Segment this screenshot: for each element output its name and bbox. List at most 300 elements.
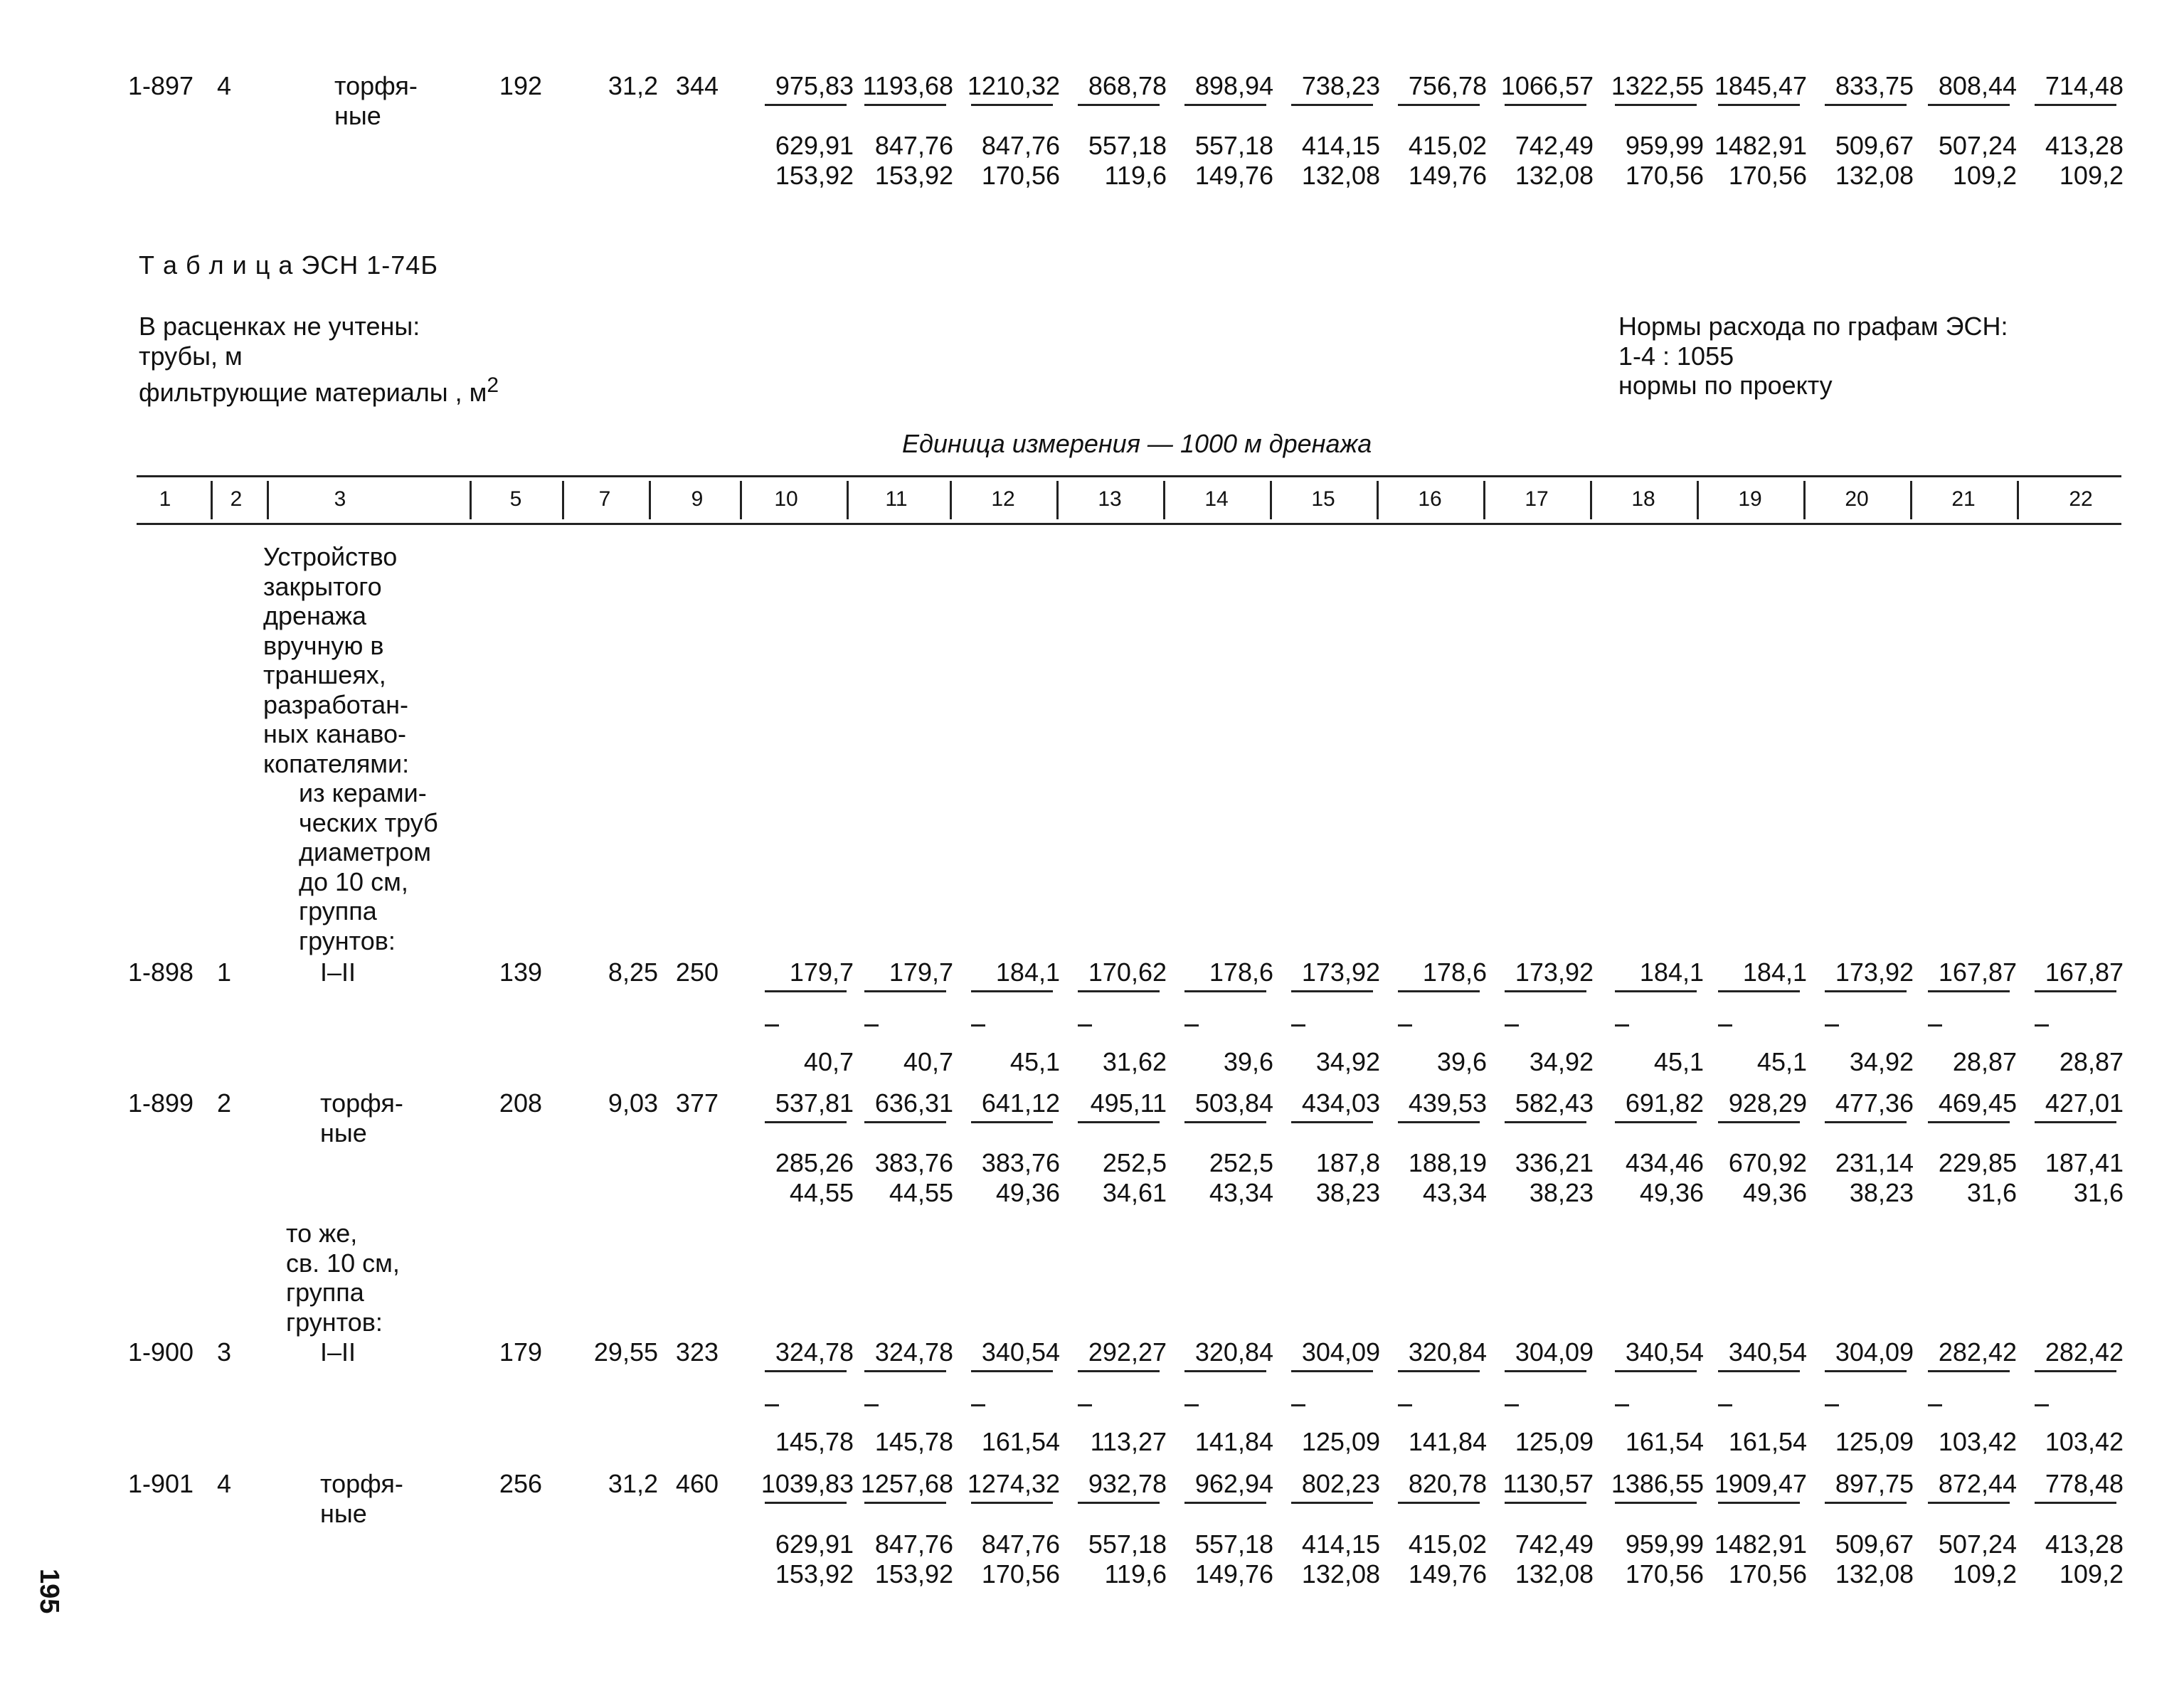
fraction-bar bbox=[1184, 1121, 1266, 1123]
cell-value-top: 1909,47 bbox=[1714, 1469, 1807, 1498]
cell-value-top: 802,23 bbox=[1301, 1469, 1380, 1498]
cell-value-mid: 959,99 bbox=[1625, 131, 1704, 160]
fraction-bar bbox=[1928, 1370, 2010, 1372]
row-number: 2 bbox=[217, 1088, 232, 1118]
cell-value-dash bbox=[1505, 1024, 1519, 1027]
cell-value-dash bbox=[2035, 1404, 2049, 1406]
cell-value-top: 282,42 bbox=[1938, 1337, 2017, 1367]
cell-value-bot: 161,54 bbox=[1625, 1427, 1704, 1456]
cell-value-dash bbox=[864, 1024, 879, 1027]
cell-value-top: 184,1 bbox=[995, 958, 1060, 987]
work-description: Устройство закрытого дренажа вручную в траншеях, разработан- ных канаво- копателями: bbox=[263, 542, 410, 778]
cell-value-top: 641,12 bbox=[981, 1088, 1060, 1118]
cell-value-top: 320,84 bbox=[1408, 1337, 1487, 1367]
cell-value-mid: 847,76 bbox=[874, 1529, 953, 1559]
fraction-bar bbox=[971, 990, 1053, 992]
subgroup-over-10: то же, св. 10 см, группа грунтов: bbox=[286, 1219, 400, 1337]
cell-value-bot: 113,27 bbox=[1090, 1427, 1167, 1456]
cell-value-bot: 44,55 bbox=[889, 1178, 953, 1207]
fraction-bar bbox=[1505, 1121, 1586, 1123]
fraction-bar bbox=[1505, 990, 1586, 992]
cell-value-mid: 742,49 bbox=[1515, 131, 1594, 160]
subgroup-ceramic-to-10: из керами- ческих труб диаметром до 10 см, группа грунтов: bbox=[299, 778, 438, 955]
cell-value-dash bbox=[2035, 1024, 2049, 1027]
column-header: 14 bbox=[1204, 487, 1229, 511]
cell-col5: 179 bbox=[499, 1337, 542, 1367]
cell-value-top: 282,42 bbox=[2045, 1337, 2124, 1367]
column-header: 13 bbox=[1098, 487, 1122, 511]
cell-value-top: 820,78 bbox=[1408, 1469, 1487, 1498]
cell-value-bot: 132,08 bbox=[1835, 1559, 1914, 1589]
cell-value-mid: 507,24 bbox=[1938, 131, 2017, 160]
cell-value-mid: 413,28 bbox=[2045, 1529, 2124, 1559]
cell-value-bot: 45,1 bbox=[1009, 1047, 1060, 1076]
cell-value-top: 636,31 bbox=[874, 1088, 953, 1118]
row-code: 1-901 bbox=[128, 1469, 194, 1498]
cell-value-bot: 170,56 bbox=[1625, 161, 1704, 190]
cell-value-bot: 153,92 bbox=[775, 161, 854, 190]
cell-value-top: 477,36 bbox=[1835, 1088, 1914, 1118]
cell-value-top: 292,27 bbox=[1088, 1337, 1167, 1367]
cell-value-bot: 141,84 bbox=[1194, 1427, 1273, 1456]
cell-value-dash bbox=[1291, 1404, 1305, 1406]
cell-value-mid: 434,46 bbox=[1625, 1148, 1704, 1177]
cell-value-top: 167,87 bbox=[2045, 958, 2124, 987]
fraction-bar bbox=[2035, 1370, 2116, 1372]
column-divider bbox=[1590, 481, 1592, 519]
cell-value-bot: 145,78 bbox=[874, 1427, 953, 1456]
cell-value-bot: 49,36 bbox=[1639, 1178, 1704, 1207]
cell-value-top: 178,6 bbox=[1209, 958, 1273, 987]
cell-col5: 256 bbox=[499, 1469, 542, 1498]
fraction-bar bbox=[1928, 1502, 2010, 1504]
fraction-bar bbox=[864, 1121, 946, 1123]
cell-value-bot: 45,1 bbox=[1653, 1047, 1704, 1076]
cell-value-bot: 149,76 bbox=[1194, 1559, 1273, 1589]
fraction-bar bbox=[2035, 104, 2116, 106]
cell-value-bot: 119,6 bbox=[1104, 1559, 1167, 1589]
cell-value-bot: 38,23 bbox=[1849, 1178, 1914, 1207]
cell-value-top: 324,78 bbox=[874, 1337, 953, 1367]
cell-value-mid: 557,18 bbox=[1088, 1529, 1167, 1559]
cell-value-top: 495,11 bbox=[1090, 1088, 1167, 1118]
cell-value-top: 975,83 bbox=[775, 71, 854, 100]
fraction-bar bbox=[1505, 1502, 1586, 1504]
fraction-bar bbox=[1825, 1370, 1907, 1372]
cell-value-dash bbox=[1291, 1024, 1305, 1027]
cell-value-bot: 40,7 bbox=[903, 1047, 953, 1076]
unit-caption: Единица измерения — 1000 м дренажа bbox=[902, 429, 1372, 458]
fraction-bar bbox=[864, 1370, 946, 1372]
cell-col5: 208 bbox=[499, 1088, 542, 1118]
cell-value-mid: 847,76 bbox=[981, 131, 1060, 160]
cell-value-bot: 153,92 bbox=[775, 1559, 854, 1589]
cell-value-top: 1039,83 bbox=[760, 1469, 854, 1498]
cell-value-top: 691,82 bbox=[1625, 1088, 1704, 1118]
cell-value-dash bbox=[1615, 1404, 1629, 1406]
cell-value-dash bbox=[1718, 1404, 1732, 1406]
cell-value-dash bbox=[1184, 1024, 1199, 1027]
row-code: 1-899 bbox=[128, 1088, 194, 1118]
column-header: 21 bbox=[1951, 487, 1976, 511]
row-code: 1-897 bbox=[128, 71, 194, 100]
cell-value-top: 1257,68 bbox=[860, 1469, 953, 1498]
cell-value-mid: 187,8 bbox=[1315, 1148, 1380, 1177]
cell-value-top: 898,94 bbox=[1194, 71, 1273, 100]
norms-line2: 1-4 : 1055 bbox=[1618, 341, 1734, 371]
cell-value-mid: 629,91 bbox=[775, 1529, 854, 1559]
cell-value-bot: 43,34 bbox=[1209, 1178, 1273, 1207]
cell-value-dash bbox=[864, 1404, 879, 1406]
cell-value-top: 304,09 bbox=[1301, 1337, 1380, 1367]
fraction-bar bbox=[1398, 104, 1480, 106]
fraction-bar bbox=[1291, 104, 1373, 106]
fraction-bar bbox=[1718, 990, 1800, 992]
cell-value-dash bbox=[1825, 1024, 1839, 1027]
cell-value-top: 340,54 bbox=[1625, 1337, 1704, 1367]
row-label: торфя- ные bbox=[320, 1088, 403, 1147]
cell-value-top: 582,43 bbox=[1515, 1088, 1594, 1118]
cell-value-bot: 153,92 bbox=[874, 1559, 953, 1589]
cell-value-top: 872,44 bbox=[1938, 1469, 2017, 1498]
cell-value-top: 1066,57 bbox=[1500, 71, 1594, 100]
cell-value-bot: 39,6 bbox=[1436, 1047, 1487, 1076]
cell-value-bot: 39,6 bbox=[1223, 1047, 1273, 1076]
fraction-bar bbox=[1398, 990, 1480, 992]
column-divider bbox=[470, 481, 472, 519]
fraction-bar bbox=[1718, 1121, 1800, 1123]
cell-value-bot: 170,56 bbox=[981, 161, 1060, 190]
cell-value-bot: 45,1 bbox=[1756, 1047, 1807, 1076]
cell-value-mid: 557,18 bbox=[1088, 131, 1167, 160]
cell-value-top: 928,29 bbox=[1728, 1088, 1807, 1118]
cell-value-bot: 44,55 bbox=[789, 1178, 854, 1207]
column-divider bbox=[847, 481, 849, 519]
cell-value-mid: 383,76 bbox=[981, 1148, 1060, 1177]
cell-value-dash bbox=[1928, 1404, 1942, 1406]
cell-value-bot: 49,36 bbox=[1742, 1178, 1807, 1207]
column-divider bbox=[1270, 481, 1272, 519]
cell-value-bot: 161,54 bbox=[1728, 1427, 1807, 1456]
fraction-bar bbox=[1078, 990, 1160, 992]
cell-value-top: 170,62 bbox=[1088, 958, 1167, 987]
column-divider bbox=[1697, 481, 1699, 519]
cell-value-top: 756,78 bbox=[1408, 71, 1487, 100]
fraction-bar bbox=[2035, 1121, 2116, 1123]
column-divider bbox=[1910, 481, 1912, 519]
column-header: 11 bbox=[885, 487, 908, 511]
cell-value-bot: 109,2 bbox=[1952, 161, 2017, 190]
cell-value-top: 1845,47 bbox=[1714, 71, 1807, 100]
cell-value-mid: 414,15 bbox=[1301, 131, 1380, 160]
cell-value-bot: 31,6 bbox=[2073, 1178, 2124, 1207]
cell-value-top: 179,7 bbox=[789, 958, 854, 987]
cell-value-top: 537,81 bbox=[775, 1088, 854, 1118]
column-divider bbox=[740, 481, 742, 519]
cell-value-mid: 336,21 bbox=[1515, 1148, 1594, 1177]
cell-value-top: 173,92 bbox=[1301, 958, 1380, 987]
cell-value-bot: 125,09 bbox=[1301, 1427, 1380, 1456]
fraction-bar bbox=[1184, 1370, 1266, 1372]
cell-value-bot: 132,08 bbox=[1835, 161, 1914, 190]
row-code: 1-900 bbox=[128, 1337, 194, 1367]
fraction-bar bbox=[1078, 1502, 1160, 1504]
cell-value-top: 184,1 bbox=[1742, 958, 1807, 987]
column-divider bbox=[2017, 481, 2019, 519]
cell-col7: 9,03 bbox=[608, 1088, 658, 1118]
cell-value-top: 1274,32 bbox=[967, 1469, 1060, 1498]
cell-value-bot: 28,87 bbox=[2059, 1047, 2124, 1076]
cell-col5: 192 bbox=[499, 71, 542, 100]
cell-value-bot: 109,2 bbox=[2059, 1559, 2124, 1589]
cell-value-top: 503,84 bbox=[1194, 1088, 1273, 1118]
column-header: 18 bbox=[1631, 487, 1655, 511]
fraction-bar bbox=[765, 1121, 847, 1123]
fraction-bar bbox=[765, 990, 847, 992]
cell-value-bot: 132,08 bbox=[1301, 1559, 1380, 1589]
cell-value-mid: 413,28 bbox=[2045, 131, 2124, 160]
cell-value-bot: 132,08 bbox=[1515, 161, 1594, 190]
cell-value-mid: 629,91 bbox=[775, 131, 854, 160]
fraction-bar bbox=[864, 104, 946, 106]
cell-value-bot: 119,6 bbox=[1104, 161, 1167, 190]
cell-value-bot: 38,23 bbox=[1529, 1178, 1594, 1207]
cell-value-top: 167,87 bbox=[1938, 958, 2017, 987]
cell-value-top: 897,75 bbox=[1835, 1469, 1914, 1498]
not-included-line3-text: фильтрующие материалы , м bbox=[139, 378, 487, 407]
fraction-bar bbox=[1825, 1502, 1907, 1504]
cell-value-dash bbox=[971, 1404, 985, 1406]
cell-value-bot: 34,92 bbox=[1529, 1047, 1594, 1076]
cell-value-bot: 170,56 bbox=[1728, 161, 1807, 190]
cell-value-top: 340,54 bbox=[1728, 1337, 1807, 1367]
fraction-bar bbox=[1505, 1370, 1586, 1372]
cell-value-bot: 132,08 bbox=[1515, 1559, 1594, 1589]
cell-value-bot: 34,61 bbox=[1102, 1178, 1167, 1207]
cell-value-top: 808,44 bbox=[1938, 71, 2017, 100]
fraction-bar bbox=[971, 104, 1053, 106]
column-header: 17 bbox=[1525, 487, 1549, 511]
cell-value-mid: 383,76 bbox=[874, 1148, 953, 1177]
cell-col9: 323 bbox=[675, 1337, 719, 1367]
fraction-bar bbox=[1184, 104, 1266, 106]
fraction-bar bbox=[1718, 104, 1800, 106]
cell-value-bot: 28,87 bbox=[1952, 1047, 2017, 1076]
cell-value-mid: 557,18 bbox=[1194, 131, 1273, 160]
cell-value-bot: 34,92 bbox=[1315, 1047, 1380, 1076]
column-header: 12 bbox=[991, 487, 1015, 511]
cell-col7: 31,2 bbox=[608, 71, 658, 100]
fraction-bar bbox=[1291, 1370, 1373, 1372]
cell-value-bot: 38,23 bbox=[1315, 1178, 1380, 1207]
fraction-bar bbox=[765, 1370, 847, 1372]
cell-value-dash bbox=[765, 1024, 779, 1027]
column-divider bbox=[1056, 481, 1059, 519]
cell-value-top: 434,03 bbox=[1301, 1088, 1380, 1118]
header-top-rule bbox=[137, 475, 2121, 477]
fraction-bar bbox=[1615, 104, 1697, 106]
fraction-bar bbox=[1615, 1121, 1697, 1123]
column-header: 15 bbox=[1311, 487, 1335, 511]
cell-value-mid: 231,14 bbox=[1835, 1148, 1914, 1177]
fraction-bar bbox=[864, 990, 946, 992]
cell-value-top: 1386,55 bbox=[1611, 1469, 1704, 1498]
fraction-bar bbox=[1078, 1121, 1160, 1123]
cell-value-dash bbox=[971, 1024, 985, 1027]
cell-value-mid: 1482,91 bbox=[1714, 131, 1807, 160]
cell-value-bot: 132,08 bbox=[1301, 161, 1380, 190]
cell-value-mid: 557,18 bbox=[1194, 1529, 1273, 1559]
cell-value-bot: 141,84 bbox=[1408, 1427, 1487, 1456]
row-label: I–II bbox=[320, 1337, 356, 1367]
fraction-bar bbox=[1398, 1370, 1480, 1372]
cell-value-bot: 149,76 bbox=[1408, 161, 1487, 190]
row-label: I–II bbox=[320, 958, 356, 987]
fraction-bar bbox=[1928, 1121, 2010, 1123]
cell-value-bot: 43,34 bbox=[1422, 1178, 1487, 1207]
not-included-line3 bbox=[139, 371, 499, 408]
cell-value-top: 1210,32 bbox=[967, 71, 1060, 100]
cell-col9: 344 bbox=[675, 71, 719, 100]
cell-value-top: 340,54 bbox=[981, 1337, 1060, 1367]
cell-value-bot: 103,42 bbox=[2045, 1427, 2124, 1456]
fraction-bar bbox=[1291, 990, 1373, 992]
cell-value-bot: 40,7 bbox=[803, 1047, 854, 1076]
cell-value-mid: 670,92 bbox=[1728, 1148, 1807, 1177]
cell-value-bot: 149,76 bbox=[1194, 161, 1273, 190]
cell-value-top: 324,78 bbox=[775, 1337, 854, 1367]
cell-value-top: 178,6 bbox=[1422, 958, 1487, 987]
column-divider bbox=[950, 481, 952, 519]
cell-value-top: 962,94 bbox=[1194, 1469, 1273, 1498]
cell-col9: 460 bbox=[675, 1469, 719, 1498]
cell-value-top: 179,7 bbox=[889, 958, 953, 987]
fraction-bar bbox=[1825, 104, 1907, 106]
column-header: 10 bbox=[774, 487, 798, 511]
cell-value-top: 469,45 bbox=[1938, 1088, 2017, 1118]
cell-value-dash bbox=[1718, 1024, 1732, 1027]
cell-value-dash bbox=[1078, 1024, 1092, 1027]
cell-value-top: 320,84 bbox=[1194, 1337, 1273, 1367]
cell-value-top: 173,92 bbox=[1515, 958, 1594, 987]
cell-value-mid: 187,41 bbox=[2045, 1148, 2124, 1177]
superscript: 2 bbox=[487, 373, 499, 397]
not-included-line2: трубы, м bbox=[139, 341, 243, 371]
cell-value-dash bbox=[1184, 1404, 1199, 1406]
cell-value-dash bbox=[1078, 1404, 1092, 1406]
row-number: 1 bbox=[217, 958, 232, 987]
fraction-bar bbox=[971, 1121, 1053, 1123]
cell-value-dash bbox=[1825, 1404, 1839, 1406]
cell-value-mid: 414,15 bbox=[1301, 1529, 1380, 1559]
column-header: 1 bbox=[159, 487, 171, 511]
cell-value-top: 932,78 bbox=[1088, 1469, 1167, 1498]
column-header: 19 bbox=[1738, 487, 1762, 511]
row-label: торфя- ные bbox=[334, 71, 418, 130]
fraction-bar bbox=[1825, 990, 1907, 992]
cell-value-mid: 188,19 bbox=[1408, 1148, 1487, 1177]
fraction-bar bbox=[971, 1502, 1053, 1504]
fraction-bar bbox=[765, 1502, 847, 1504]
cell-value-top: 714,48 bbox=[2045, 71, 2124, 100]
cell-value-bot: 153,92 bbox=[874, 161, 953, 190]
cell-value-mid: 959,99 bbox=[1625, 1529, 1704, 1559]
column-divider bbox=[211, 481, 213, 519]
cell-value-dash bbox=[1398, 1024, 1412, 1027]
column-divider bbox=[562, 481, 564, 519]
fraction-bar bbox=[1928, 990, 2010, 992]
cell-value-mid: 252,5 bbox=[1209, 1148, 1273, 1177]
fraction-bar bbox=[1505, 104, 1586, 106]
row-number: 4 bbox=[217, 71, 232, 100]
column-header: 2 bbox=[230, 487, 243, 511]
cell-value-bot: 31,62 bbox=[1102, 1047, 1167, 1076]
column-header: 20 bbox=[1845, 487, 1869, 511]
cell-value-mid: 847,76 bbox=[874, 131, 953, 160]
cell-col5: 139 bbox=[499, 958, 542, 987]
column-divider bbox=[1803, 481, 1806, 519]
cell-value-bot: 109,2 bbox=[2059, 161, 2124, 190]
fraction-bar bbox=[864, 1502, 946, 1504]
cell-value-top: 304,09 bbox=[1835, 1337, 1914, 1367]
cell-value-top: 173,92 bbox=[1835, 958, 1914, 987]
column-header: 7 bbox=[598, 487, 611, 511]
cell-value-bot: 149,76 bbox=[1408, 1559, 1487, 1589]
cell-value-bot: 34,92 bbox=[1849, 1047, 1914, 1076]
fraction-bar bbox=[1928, 104, 2010, 106]
cell-value-dash bbox=[1928, 1024, 1942, 1027]
cell-value-mid: 509,67 bbox=[1835, 131, 1914, 160]
fraction-bar bbox=[1718, 1370, 1800, 1372]
row-label: торфя- ные bbox=[320, 1469, 403, 1528]
cell-value-bot: 109,2 bbox=[1952, 1559, 2017, 1589]
cell-value-bot: 170,56 bbox=[981, 1559, 1060, 1589]
fraction-bar bbox=[1398, 1121, 1480, 1123]
cell-value-top: 1130,57 bbox=[1502, 1469, 1594, 1498]
cell-value-top: 184,1 bbox=[1639, 958, 1704, 987]
cell-value-dash bbox=[1505, 1404, 1519, 1406]
cell-value-mid: 847,76 bbox=[981, 1529, 1060, 1559]
fraction-bar bbox=[1718, 1502, 1800, 1504]
column-divider bbox=[267, 481, 269, 519]
fraction-bar bbox=[2035, 990, 2116, 992]
cell-value-bot: 125,09 bbox=[1515, 1427, 1594, 1456]
cell-value-bot: 161,54 bbox=[981, 1427, 1060, 1456]
cell-value-mid: 229,85 bbox=[1938, 1148, 2017, 1177]
header-bottom-rule bbox=[137, 523, 2121, 525]
cell-value-top: 1322,55 bbox=[1611, 71, 1704, 100]
fraction-bar bbox=[971, 1370, 1053, 1372]
column-divider bbox=[1163, 481, 1165, 519]
column-header: 22 bbox=[2069, 487, 2093, 511]
cell-value-top: 778,48 bbox=[2045, 1469, 2124, 1498]
not-included-line1: В расценках не учтены: bbox=[139, 312, 420, 341]
cell-value-mid: 507,24 bbox=[1938, 1529, 2017, 1559]
cell-value-dash bbox=[765, 1404, 779, 1406]
column-header: 9 bbox=[691, 487, 704, 511]
cell-value-dash bbox=[1398, 1404, 1412, 1406]
cell-value-top: 439,53 bbox=[1408, 1088, 1487, 1118]
fraction-bar bbox=[2035, 1502, 2116, 1504]
cell-value-top: 868,78 bbox=[1088, 71, 1167, 100]
fraction-bar bbox=[765, 104, 847, 106]
column-divider bbox=[1377, 481, 1379, 519]
norms-line3: нормы по проекту bbox=[1618, 371, 1833, 400]
cell-value-top: 833,75 bbox=[1835, 71, 1914, 100]
cell-col9: 250 bbox=[675, 958, 719, 987]
cell-col7: 29,55 bbox=[593, 1337, 658, 1367]
column-header: 5 bbox=[509, 487, 522, 511]
